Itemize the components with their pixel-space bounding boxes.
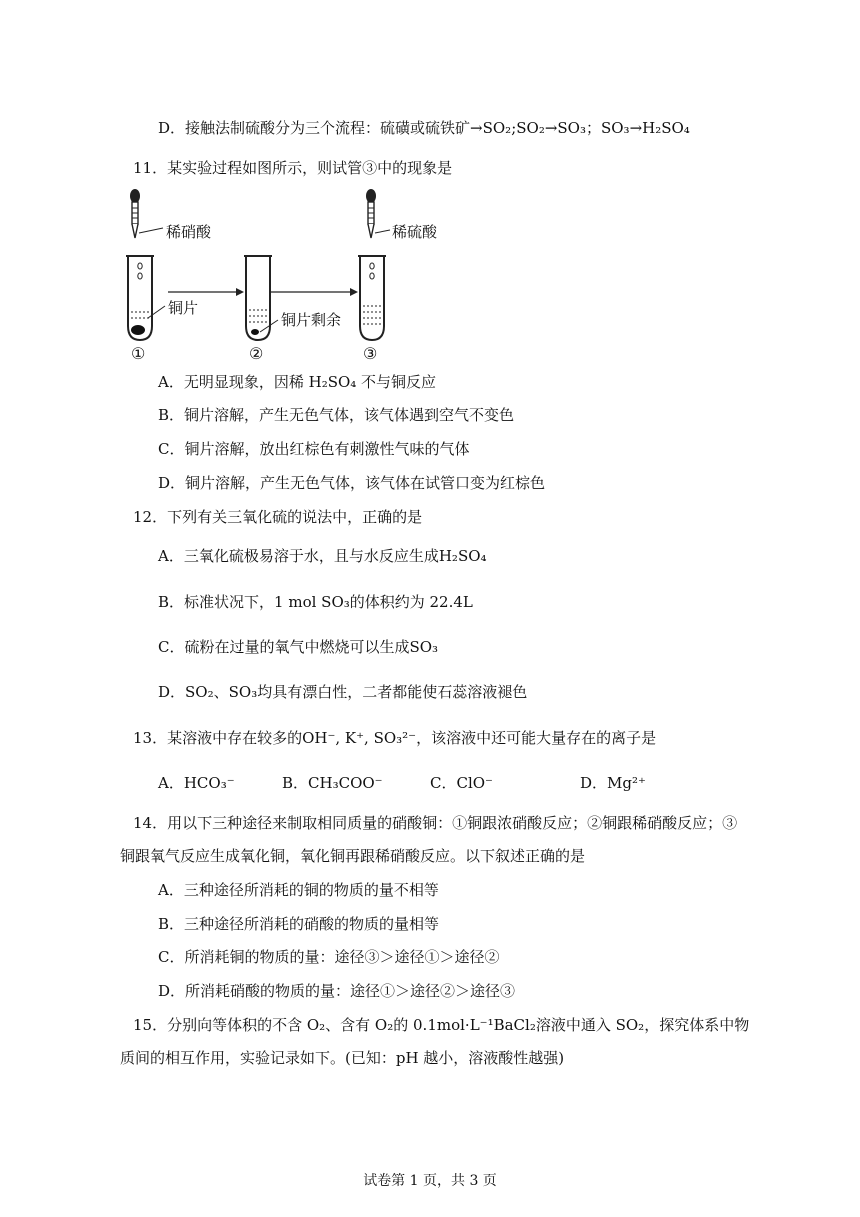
option-letter: D． [158,683,186,701]
option-letter: A． [158,547,184,565]
label-tube-2: ② [249,344,264,363]
option-text: 硫粉在过量的氧气中燃烧可以生成SO₃ [184,638,439,656]
q13-option-a [158,773,235,793]
option-text: 无明显现象，因稀 H₂SO₄ 不与铜反应 [183,373,437,391]
option-letter: B． [158,915,185,933]
q12-option-b [158,592,473,612]
option-text: 所消耗硝酸的物质的量：途径①＞途径②＞途径③ [185,982,516,1000]
dropper-1-icon [130,189,163,238]
option-text: Mg²⁺ [607,774,646,792]
label-dilute-nitric-acid: 稀硝酸 [166,223,212,241]
option-text: 所消耗铜的物质的量：途径③＞途径①＞途径② [184,948,500,966]
q14-option-b [158,914,439,934]
test-tube-2-icon [244,256,278,340]
test-tube-1-icon [126,256,165,340]
dropper-2-icon [366,189,390,238]
label-copper: 铜片 [168,299,199,317]
q12-option-c [158,637,438,657]
q15-stem-line-1: 15．分别向等体积的不含 O₂、含有 O₂的 0.1mol·L⁻¹BaCl₂溶液中通入 SO₂，探究体系中物 [133,1016,750,1034]
option-text: 铜片溶解，放出红棕色有刺激性气味的气体 [184,440,470,458]
q12-option-a [158,546,487,566]
test-tube-diagram [118,188,458,366]
option-text: 接触法制硫酸分为三个流程：硫磺或硫铁矿→SO₂;SO₂→SO₃；SO₃→H₂SO₄ [185,119,690,137]
q10-option-d [158,118,690,138]
option-letter: A． [158,881,184,899]
option-text: 三种途径所消耗的铜的物质的量不相等 [183,881,439,899]
option-text: 三氧化硫极易溶于水，且与水反应生成H₂SO₄ [183,547,487,565]
q14-option-d [158,981,515,1001]
option-letter: A． [158,373,184,391]
option-letter: C． [158,638,185,656]
page-footer: 试卷第 1 页，共 3 页 [363,1173,497,1189]
q11-option-a [158,372,436,392]
label-copper-remaining: 铜片剩余 [281,311,342,329]
option-text: 铜片溶解，产生无色气体，该气体在试管口变为红棕色 [185,474,546,492]
q11-option-b [158,405,514,425]
option-letter: B． [158,593,185,611]
option-letter: C． [430,774,457,792]
option-text: 三种途径所消耗的硝酸的物质的量相等 [184,915,440,933]
option-text: ClO⁻ [456,774,493,792]
option-letter: D． [158,119,186,137]
q11-experiment-figure [118,188,458,366]
option-text: 铜片溶解，产生无色气体，该气体遇到空气不变色 [184,406,515,424]
q14-option-c [158,947,500,967]
option-letter: C． [158,948,185,966]
q11-option-d [158,473,545,493]
option-text: HCO₃⁻ [183,774,235,792]
option-letter: D． [158,982,186,1000]
option-text: SO₂、SO₃均具有漂白性，二者都能使石蕊溶液褪色 [185,683,528,701]
q14-stem-line-2: 铜跟氧气反应生成氧化铜，氧化铜再跟稀硝酸反应。以下叙述正确的是 [120,847,586,865]
q13-option-b [282,773,383,793]
q15-stem-line-2: 质间的相互作用，实验记录如下。(已知：pH 越小，溶液酸性越强) [120,1049,565,1067]
option-letter: D． [580,774,608,792]
option-letter: C． [158,440,185,458]
q13-option-c [430,773,493,793]
q14-stem-line-1: 14．用以下三种途径来制取相同质量的硝酸铜：①铜跟浓硝酸反应；②铜跟稀硝酸反应；③ [133,814,738,832]
label-tube-3: ③ [363,344,378,363]
option-letter: B． [158,406,185,424]
q13-stem: 13．某溶液中存在较多的OH⁻, K⁺, SO₃²⁻，该溶液中还可能大量存在的离子是 [133,729,657,747]
q14-option-a [158,880,439,900]
option-text: 标准状况下，1 mol SO₃的体积约为 22.4L [184,593,473,611]
label-dilute-sulfuric-acid: 稀硫酸 [392,223,438,241]
q11-stem: 11．某实验过程如图所示，则试管③中的现象是 [133,159,453,177]
q11-option-c [158,439,470,459]
test-tube-3-icon [358,256,386,340]
q13-option-d [580,773,646,793]
option-letter: A． [158,774,184,792]
label-tube-1: ① [131,344,146,363]
option-letter: B． [282,774,309,792]
q12-stem: 12．下列有关三氧化硫的说法中，正确的是 [133,508,423,526]
q12-option-d [158,682,527,702]
option-letter: D． [158,474,186,492]
option-text: CH₃COO⁻ [308,774,383,792]
